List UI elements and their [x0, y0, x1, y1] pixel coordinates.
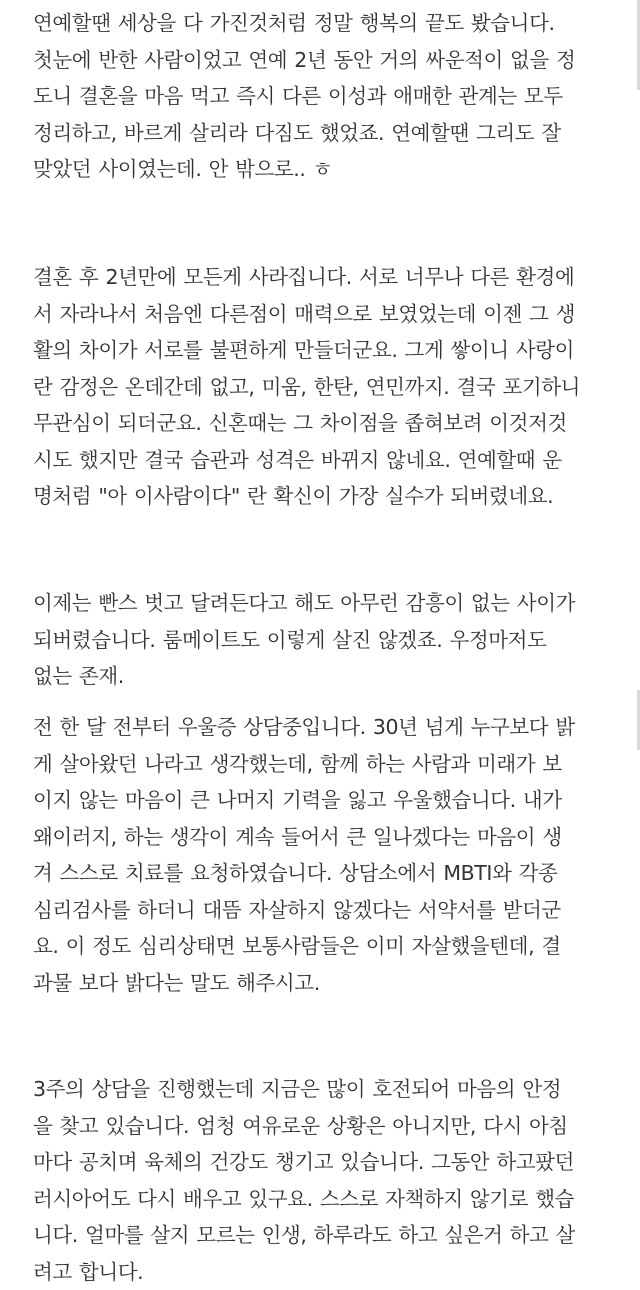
text-line: 왜이러지, 하는 생각이 계속 들어서 큰 일나겠다는 마음이 생	[33, 819, 633, 856]
text-line: 3주의 상담을 진행했는데 지금은 많이 호전되어 마음의 안정	[33, 1071, 633, 1108]
text-line: 맞았던 사이였는데. 안 밖으로.. ㅎ	[33, 151, 633, 188]
text-line: 요. 이 정도 심리상태면 보통사람들은 이미 자살했을텐데, 결	[33, 928, 633, 965]
text-line: 게 살아왔던 나라고 생각했는데, 함께 하는 사람과 미래가 보	[33, 746, 633, 783]
text-line: 연예할땐 세상을 다 가진것처럼 정말 행복의 끝도 봤습니다.	[33, 5, 633, 42]
text-line: 러시아어도 다시 배우고 있구요. 스스로 자책하지 않기로 했습	[33, 1181, 633, 1218]
paragraph-1	[33, 5, 633, 188]
text-line: 정리하고, 바르게 살리라 다짐도 했었죠. 연예할땐 그리도 잘	[33, 115, 633, 152]
text-line: 무관심이 되더군요. 신혼때는 그 차이점을 좁혀보려 이것저것	[33, 405, 633, 442]
text-line: 겨 스스로 치료를 요청하였습니다. 상담소에서 MBTI와 각종	[33, 855, 633, 892]
text-line: 니다. 얼마를 살지 모르는 인생, 하루라도 하고 싶은거 하고 살	[33, 1217, 633, 1254]
text-line: 서 자라나서 처음엔 다른점이 매력으로 보였었는데 이젠 그 생	[33, 296, 633, 333]
paragraph-2	[33, 259, 633, 515]
text-line: 과물 보다 밝다는 말도 해주시고.	[33, 965, 633, 1002]
text-line: 을 찾고 있습니다. 엄청 여유로운 상황은 아니지만, 다시 아침	[33, 1108, 633, 1145]
text-line: 되버렸습니다. 룸메이트도 이렇게 살진 않겠죠. 우정마저도	[33, 622, 633, 659]
text-line: 결혼 후 2년만에 모든게 사라집니다. 서로 너무나 다른 환경에	[33, 259, 633, 296]
text-line: 시도 했지만 결국 습관과 성격은 바뀌지 않네요. 연예할때 운	[33, 442, 633, 479]
paragraph-5	[33, 1071, 633, 1290]
text-line: 려고 합니다.	[33, 1254, 633, 1290]
text-line: 이지 않는 마음이 큰 나머지 기력을 잃고 우울했습니다. 내가	[33, 782, 633, 819]
paragraph-4	[33, 709, 633, 1001]
text-line: 란 감정은 온데간데 없고, 미움, 한탄, 연민까지. 결국 포기하니	[33, 369, 633, 406]
text-line: 이제는 빤스 벗고 달려든다고 해도 아무런 감흥이 없는 사이가	[33, 585, 633, 622]
text-line: 전 한 달 전부터 우울증 상담중입니다. 30년 넘게 누구보다 밝	[33, 709, 633, 746]
text-line: 명처럼 "아 이사람이다" 란 확신이 가장 실수가 되버렸네요.	[33, 478, 633, 515]
text-line: 없는 존재.	[33, 658, 633, 695]
text-line: 심리검사를 하더니 대뜸 자살하지 않겠다는 서약서를 받더군	[33, 892, 633, 929]
text-line: 도니 결혼을 마음 먹고 즉시 다른 이성과 애매한 관계는 모두	[33, 78, 633, 115]
text-line: 마다 공치며 육체의 건강도 챙기고 있습니다. 그동안 하고팠던	[33, 1144, 633, 1181]
paragraph-3	[33, 585, 633, 695]
text-line: 첫눈에 반한 사람이었고 연예 2년 동안 거의 싸운적이 없을 정	[33, 42, 633, 79]
text-line: 활의 차이가 서로를 불편하게 만들더군요. 그게 쌓이니 사랑이	[33, 332, 633, 369]
